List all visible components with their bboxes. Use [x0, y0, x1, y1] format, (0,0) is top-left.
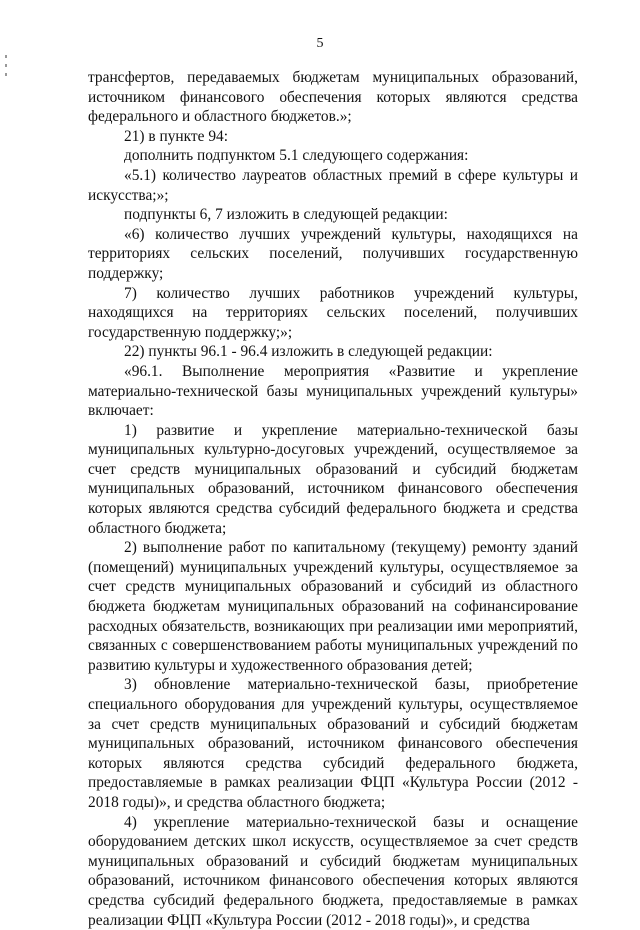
paragraph: 22) пункты 96.1 - 96.4 изложить в следующей редакции: [124, 343, 493, 361]
paragraph: 7) количество лучших работников учреждений культуры, находящихся на территориях сельских поселений, получивших государственную поддержку;»; [88, 284, 578, 341]
page-number: 5 [316, 36, 324, 51]
margin-mark [5, 64, 7, 67]
margin-scan-marks [5, 55, 8, 82]
paragraph: 2) выполнение работ по капитальному (текущему) ремонту зданий (помещений) муниципальных учреждений культуры, осуществляемое за счет средств муниципальных образований и субсидий из областного бюджета бюджетам муниципальных образований на софинансирование расходных обязательств, возникающих при реализации ими мероприятий, связанных с совершенствованием работы муниципальных учреждений по развитию культуры и художественного образования детей; [88, 539, 578, 674]
paragraph: подпункты 6, 7 изложить в следующей редакции: [124, 206, 448, 224]
paragraph: 4) укрепление материально-технической базы и оснащение оборудованием детских школ искусств, осуществляемое за счет средств муниципальных образований и субсидий бюджетам муниципальных образований, источником финансового обеспечения которых являются средства субсидий федерального бюджета, предоставляемые в рамках реализации ФЦП «Культура России (2012 - 2018 годы)», и средства [88, 813, 578, 929]
document-body [88, 68, 578, 930]
paragraph: трансфертов, передаваемых бюджетам муниципальных образований, источником финансового обеспечения которых являются средства федерального и областного бюджетов.»; [88, 69, 578, 126]
paragraph: «96.1. Выполнение мероприятия «Развитие и укрепление материально-технической базы муниципальных учреждений культуры» включает: [88, 362, 578, 420]
margin-mark [5, 73, 7, 76]
margin-mark [5, 55, 7, 58]
paragraph: 1) развитие и укрепление материально-технической базы муниципальных культурно-досуговых учреждений, осуществляемое за счет средств муниципальных образований и субсидий бюджетам муниципальных образований, источником финансового обеспечения которых являются средства субсидий федерального бюджета и средства областного бюджета; [88, 421, 578, 537]
paragraph: 3) обновление материально-технической базы, приобретение специального оборудования для учреждений культуры, осуществляемое за счет средств муниципальных образований и субсидий бюджетам муниципальных образований, источником финансового обеспечения которых являются средства субсидий федерального бюджета, предоставляемые в рамках реализации ФЦП «Культура России (2012 - 2018 годы)», и средства областного бюджета; [88, 676, 578, 811]
paragraph: «6) количество лучших учреждений культуры, находящихся на территориях сельских поселений, получивших государственную поддержку; [88, 225, 578, 282]
paragraph: дополнить подпунктом 5.1 следующего содержания: [124, 147, 469, 165]
paragraph: «5.1) количество лауреатов областных премий в сфере культуры и искусства;»; [88, 166, 578, 204]
paragraph: 21) в пункте 94: [124, 127, 228, 145]
